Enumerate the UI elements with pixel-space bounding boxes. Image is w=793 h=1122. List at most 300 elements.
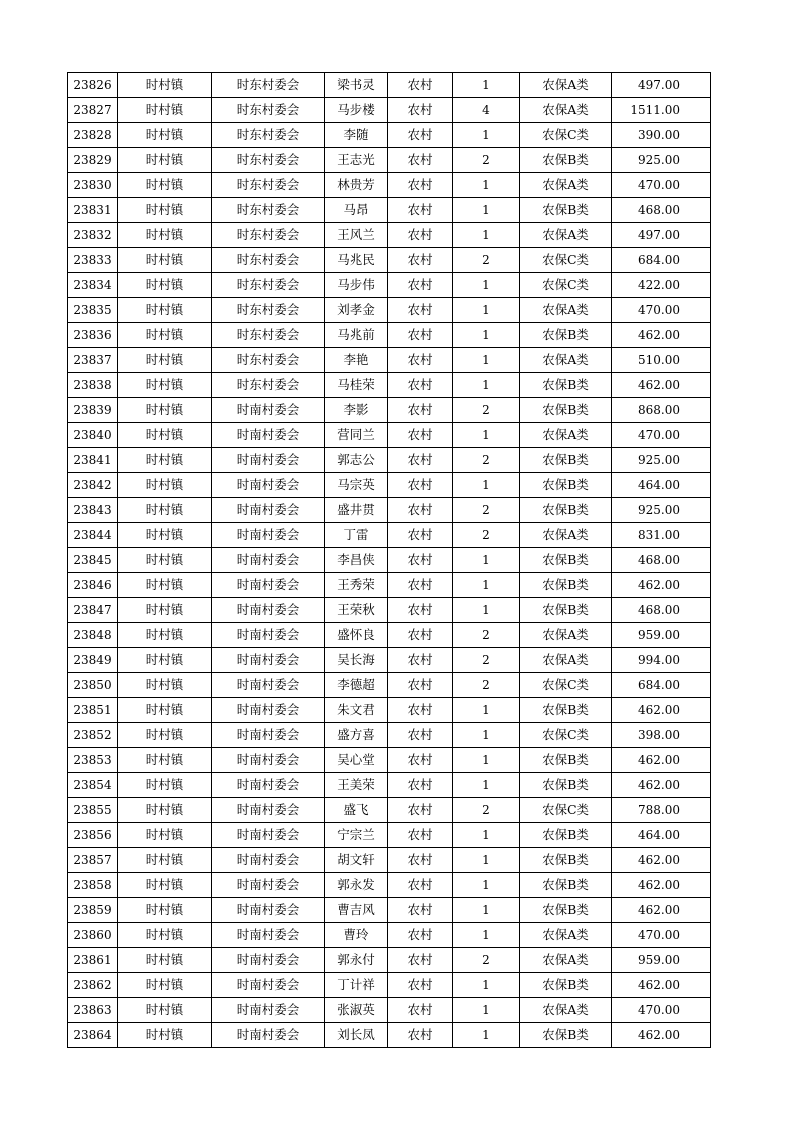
cell-amount: 470.00 <box>612 923 711 948</box>
cell-id: 23840 <box>68 423 118 448</box>
cell-town: 时村镇 <box>118 98 212 123</box>
records-table <box>67 72 711 1048</box>
cell-village: 时南村委会 <box>212 598 325 623</box>
cell-count: 1 <box>453 773 520 798</box>
cell-count: 1 <box>453 373 520 398</box>
cell-village: 时东村委会 <box>212 198 325 223</box>
cell-id: 23855 <box>68 798 118 823</box>
cell-area: 农村 <box>388 273 453 298</box>
cell-count: 1 <box>453 1023 520 1048</box>
cell-category: 农保A类 <box>520 998 612 1023</box>
table-row <box>68 698 711 723</box>
cell-area: 农村 <box>388 298 453 323</box>
cell-count: 1 <box>453 323 520 348</box>
cell-category: 农保B类 <box>520 398 612 423</box>
cell-category: 农保B类 <box>520 323 612 348</box>
cell-category: 农保A类 <box>520 348 612 373</box>
cell-village: 时东村委会 <box>212 173 325 198</box>
cell-village: 时南村委会 <box>212 423 325 448</box>
cell-id: 23835 <box>68 298 118 323</box>
cell-amount: 462.00 <box>612 1023 711 1048</box>
cell-village: 时南村委会 <box>212 923 325 948</box>
cell-village: 时南村委会 <box>212 773 325 798</box>
cell-area: 农村 <box>388 648 453 673</box>
cell-name: 林贵芳 <box>325 173 388 198</box>
cell-name: 吴长海 <box>325 648 388 673</box>
cell-category: 农保A类 <box>520 623 612 648</box>
cell-town: 时村镇 <box>118 348 212 373</box>
cell-category: 农保B类 <box>520 373 612 398</box>
cell-amount: 464.00 <box>612 823 711 848</box>
cell-id: 23862 <box>68 973 118 998</box>
cell-name: 胡文轩 <box>325 848 388 873</box>
cell-area: 农村 <box>388 698 453 723</box>
cell-amount: 925.00 <box>612 498 711 523</box>
cell-id: 23827 <box>68 98 118 123</box>
table-row <box>68 473 711 498</box>
cell-area: 农村 <box>388 548 453 573</box>
cell-town: 时村镇 <box>118 373 212 398</box>
cell-amount: 470.00 <box>612 298 711 323</box>
table-row <box>68 748 711 773</box>
cell-name: 王风兰 <box>325 223 388 248</box>
table-row <box>68 673 711 698</box>
cell-village: 时东村委会 <box>212 98 325 123</box>
cell-id: 23838 <box>68 373 118 398</box>
cell-area: 农村 <box>388 598 453 623</box>
cell-amount: 497.00 <box>612 73 711 98</box>
cell-name: 王美荣 <box>325 773 388 798</box>
cell-name: 李德超 <box>325 673 388 698</box>
cell-name: 刘长凤 <box>325 1023 388 1048</box>
cell-count: 1 <box>453 423 520 448</box>
cell-area: 农村 <box>388 973 453 998</box>
cell-name: 盛井贯 <box>325 498 388 523</box>
cell-village: 时南村委会 <box>212 948 325 973</box>
cell-name: 宁宗兰 <box>325 823 388 848</box>
cell-id: 23863 <box>68 998 118 1023</box>
cell-area: 农村 <box>388 998 453 1023</box>
cell-amount: 497.00 <box>612 223 711 248</box>
cell-category: 农保C类 <box>520 798 612 823</box>
cell-id: 23833 <box>68 248 118 273</box>
cell-town: 时村镇 <box>118 473 212 498</box>
table-row <box>68 98 711 123</box>
cell-amount: 462.00 <box>612 573 711 598</box>
cell-town: 时村镇 <box>118 898 212 923</box>
cell-category: 农保B类 <box>520 598 612 623</box>
cell-town: 时村镇 <box>118 648 212 673</box>
table-row <box>68 223 711 248</box>
cell-category: 农保B类 <box>520 573 612 598</box>
cell-category: 农保A类 <box>520 423 612 448</box>
cell-name: 朱文君 <box>325 698 388 723</box>
table-row <box>68 373 711 398</box>
cell-name: 丁雷 <box>325 523 388 548</box>
cell-count: 2 <box>453 798 520 823</box>
cell-area: 农村 <box>388 623 453 648</box>
cell-amount: 462.00 <box>612 748 711 773</box>
cell-id: 23849 <box>68 648 118 673</box>
cell-area: 农村 <box>388 248 453 273</box>
cell-count: 1 <box>453 548 520 573</box>
cell-id: 23846 <box>68 573 118 598</box>
cell-category: 农保A类 <box>520 73 612 98</box>
cell-town: 时村镇 <box>118 973 212 998</box>
cell-name: 曹玲 <box>325 923 388 948</box>
cell-id: 23834 <box>68 273 118 298</box>
cell-count: 2 <box>453 448 520 473</box>
cell-id: 23836 <box>68 323 118 348</box>
cell-count: 1 <box>453 973 520 998</box>
cell-count: 1 <box>453 223 520 248</box>
table-row <box>68 873 711 898</box>
cell-village: 时东村委会 <box>212 148 325 173</box>
table-row <box>68 598 711 623</box>
cell-name: 盛飞 <box>325 798 388 823</box>
cell-category: 农保B类 <box>520 773 612 798</box>
cell-count: 1 <box>453 348 520 373</box>
cell-town: 时村镇 <box>118 748 212 773</box>
table-row <box>68 648 711 673</box>
cell-area: 农村 <box>388 223 453 248</box>
cell-name: 王秀荣 <box>325 573 388 598</box>
table-row <box>68 323 711 348</box>
cell-category: 农保A类 <box>520 923 612 948</box>
cell-id: 23860 <box>68 923 118 948</box>
cell-area: 农村 <box>388 473 453 498</box>
table-row <box>68 723 711 748</box>
cell-name: 盛怀良 <box>325 623 388 648</box>
cell-town: 时村镇 <box>118 173 212 198</box>
cell-category: 农保A类 <box>520 223 612 248</box>
cell-category: 农保B类 <box>520 973 612 998</box>
table-body <box>68 73 711 1048</box>
cell-area: 农村 <box>388 398 453 423</box>
cell-village: 时南村委会 <box>212 723 325 748</box>
cell-amount: 470.00 <box>612 423 711 448</box>
cell-name: 曹吉风 <box>325 898 388 923</box>
cell-count: 1 <box>453 748 520 773</box>
cell-amount: 390.00 <box>612 123 711 148</box>
cell-id: 23857 <box>68 848 118 873</box>
cell-village: 时东村委会 <box>212 273 325 298</box>
cell-village: 时南村委会 <box>212 498 325 523</box>
cell-amount: 398.00 <box>612 723 711 748</box>
cell-category: 农保B类 <box>520 448 612 473</box>
cell-village: 时南村委会 <box>212 573 325 598</box>
table-row <box>68 973 711 998</box>
cell-name: 李随 <box>325 123 388 148</box>
cell-amount: 470.00 <box>612 173 711 198</box>
table-row <box>68 248 711 273</box>
cell-amount: 422.00 <box>612 273 711 298</box>
cell-amount: 831.00 <box>612 523 711 548</box>
table-row <box>68 998 711 1023</box>
cell-area: 农村 <box>388 848 453 873</box>
cell-village: 时南村委会 <box>212 1023 325 1048</box>
cell-name: 梁书灵 <box>325 73 388 98</box>
cell-amount: 684.00 <box>612 673 711 698</box>
cell-id: 23853 <box>68 748 118 773</box>
cell-area: 农村 <box>388 123 453 148</box>
cell-category: 农保B类 <box>520 148 612 173</box>
table-row <box>68 823 711 848</box>
cell-village: 时东村委会 <box>212 123 325 148</box>
cell-area: 农村 <box>388 73 453 98</box>
cell-name: 马昂 <box>325 198 388 223</box>
cell-amount: 959.00 <box>612 948 711 973</box>
cell-amount: 468.00 <box>612 598 711 623</box>
table-row <box>68 498 711 523</box>
cell-category: 农保B类 <box>520 848 612 873</box>
cell-village: 时东村委会 <box>212 373 325 398</box>
cell-town: 时村镇 <box>118 773 212 798</box>
cell-village: 时东村委会 <box>212 223 325 248</box>
cell-village: 时南村委会 <box>212 398 325 423</box>
cell-village: 时南村委会 <box>212 448 325 473</box>
cell-count: 1 <box>453 598 520 623</box>
cell-category: 农保C类 <box>520 673 612 698</box>
cell-count: 2 <box>453 148 520 173</box>
cell-id: 23858 <box>68 873 118 898</box>
cell-id: 23850 <box>68 673 118 698</box>
cell-town: 时村镇 <box>118 223 212 248</box>
cell-area: 农村 <box>388 198 453 223</box>
cell-town: 时村镇 <box>118 123 212 148</box>
cell-count: 1 <box>453 998 520 1023</box>
cell-count: 1 <box>453 923 520 948</box>
cell-amount: 462.00 <box>612 873 711 898</box>
cell-category: 农保A类 <box>520 523 612 548</box>
cell-count: 2 <box>453 523 520 548</box>
cell-village: 时东村委会 <box>212 348 325 373</box>
cell-village: 时东村委会 <box>212 323 325 348</box>
cell-area: 农村 <box>388 323 453 348</box>
cell-amount: 684.00 <box>612 248 711 273</box>
cell-name: 盛方喜 <box>325 723 388 748</box>
cell-count: 1 <box>453 823 520 848</box>
table-row <box>68 273 711 298</box>
cell-count: 2 <box>453 623 520 648</box>
cell-area: 农村 <box>388 923 453 948</box>
cell-amount: 462.00 <box>612 698 711 723</box>
cell-area: 农村 <box>388 423 453 448</box>
cell-town: 时村镇 <box>118 723 212 748</box>
cell-area: 农村 <box>388 798 453 823</box>
cell-name: 张淑英 <box>325 998 388 1023</box>
cell-area: 农村 <box>388 948 453 973</box>
table-row <box>68 798 711 823</box>
cell-town: 时村镇 <box>118 998 212 1023</box>
cell-name: 李昌侠 <box>325 548 388 573</box>
table-row <box>68 148 711 173</box>
cell-town: 时村镇 <box>118 673 212 698</box>
cell-area: 农村 <box>388 673 453 698</box>
table-row <box>68 198 711 223</box>
cell-name: 郭永发 <box>325 873 388 898</box>
cell-name: 郭志公 <box>325 448 388 473</box>
cell-area: 农村 <box>388 898 453 923</box>
cell-area: 农村 <box>388 98 453 123</box>
cell-town: 时村镇 <box>118 398 212 423</box>
cell-town: 时村镇 <box>118 598 212 623</box>
cell-name: 马步伟 <box>325 273 388 298</box>
cell-count: 1 <box>453 173 520 198</box>
cell-id: 23837 <box>68 348 118 373</box>
cell-area: 农村 <box>388 498 453 523</box>
cell-count: 1 <box>453 898 520 923</box>
cell-category: 农保C类 <box>520 723 612 748</box>
cell-category: 农保A类 <box>520 298 612 323</box>
cell-area: 农村 <box>388 148 453 173</box>
cell-id: 23832 <box>68 223 118 248</box>
cell-village: 时南村委会 <box>212 648 325 673</box>
table-row <box>68 898 711 923</box>
cell-count: 1 <box>453 873 520 898</box>
cell-name: 刘孝金 <box>325 298 388 323</box>
cell-town: 时村镇 <box>118 848 212 873</box>
cell-name: 马兆民 <box>325 248 388 273</box>
cell-town: 时村镇 <box>118 148 212 173</box>
cell-name: 郭永付 <box>325 948 388 973</box>
cell-amount: 1511.00 <box>612 98 711 123</box>
cell-town: 时村镇 <box>118 698 212 723</box>
cell-category: 农保B类 <box>520 198 612 223</box>
table-row <box>68 523 711 548</box>
cell-category: 农保B类 <box>520 1023 612 1048</box>
cell-category: 农保B类 <box>520 898 612 923</box>
cell-category: 农保A类 <box>520 948 612 973</box>
cell-amount: 925.00 <box>612 448 711 473</box>
cell-category: 农保B类 <box>520 473 612 498</box>
cell-town: 时村镇 <box>118 623 212 648</box>
cell-area: 农村 <box>388 173 453 198</box>
cell-area: 农村 <box>388 373 453 398</box>
cell-town: 时村镇 <box>118 873 212 898</box>
cell-village: 时南村委会 <box>212 798 325 823</box>
cell-name: 王荣秋 <box>325 598 388 623</box>
cell-amount: 462.00 <box>612 373 711 398</box>
cell-town: 时村镇 <box>118 798 212 823</box>
cell-amount: 994.00 <box>612 648 711 673</box>
cell-amount: 925.00 <box>612 148 711 173</box>
cell-name: 马宗英 <box>325 473 388 498</box>
cell-amount: 510.00 <box>612 348 711 373</box>
cell-village: 时南村委会 <box>212 823 325 848</box>
cell-count: 1 <box>453 123 520 148</box>
cell-id: 23852 <box>68 723 118 748</box>
cell-id: 23864 <box>68 1023 118 1048</box>
cell-id: 23848 <box>68 623 118 648</box>
cell-name: 马步楼 <box>325 98 388 123</box>
cell-amount: 464.00 <box>612 473 711 498</box>
table-row <box>68 398 711 423</box>
cell-area: 农村 <box>388 773 453 798</box>
cell-id: 23844 <box>68 523 118 548</box>
cell-count: 4 <box>453 98 520 123</box>
cell-count: 2 <box>453 398 520 423</box>
cell-count: 1 <box>453 573 520 598</box>
data-sheet <box>67 72 710 1048</box>
cell-amount: 468.00 <box>612 548 711 573</box>
cell-village: 时东村委会 <box>212 73 325 98</box>
cell-amount: 462.00 <box>612 973 711 998</box>
cell-category: 农保C类 <box>520 123 612 148</box>
cell-name: 李影 <box>325 398 388 423</box>
cell-name: 马桂荣 <box>325 373 388 398</box>
table-row <box>68 123 711 148</box>
cell-village: 时南村委会 <box>212 623 325 648</box>
cell-town: 时村镇 <box>118 573 212 598</box>
table-row <box>68 773 711 798</box>
cell-id: 23842 <box>68 473 118 498</box>
table-row <box>68 623 711 648</box>
cell-count: 1 <box>453 473 520 498</box>
cell-category: 农保B类 <box>520 748 612 773</box>
cell-count: 2 <box>453 673 520 698</box>
cell-name: 李艳 <box>325 348 388 373</box>
cell-count: 2 <box>453 948 520 973</box>
cell-id: 23829 <box>68 148 118 173</box>
cell-id: 23859 <box>68 898 118 923</box>
cell-area: 农村 <box>388 873 453 898</box>
cell-town: 时村镇 <box>118 73 212 98</box>
cell-name: 王志光 <box>325 148 388 173</box>
cell-town: 时村镇 <box>118 548 212 573</box>
cell-amount: 470.00 <box>612 998 711 1023</box>
cell-town: 时村镇 <box>118 498 212 523</box>
cell-amount: 468.00 <box>612 198 711 223</box>
table-row <box>68 923 711 948</box>
table-row <box>68 423 711 448</box>
table-row <box>68 73 711 98</box>
cell-village: 时南村委会 <box>212 523 325 548</box>
cell-count: 1 <box>453 273 520 298</box>
cell-amount: 462.00 <box>612 773 711 798</box>
cell-id: 23845 <box>68 548 118 573</box>
cell-town: 时村镇 <box>118 323 212 348</box>
table-row <box>68 448 711 473</box>
cell-count: 1 <box>453 198 520 223</box>
cell-category: 农保B类 <box>520 498 612 523</box>
cell-village: 时南村委会 <box>212 748 325 773</box>
cell-amount: 462.00 <box>612 323 711 348</box>
cell-village: 时东村委会 <box>212 298 325 323</box>
table-row <box>68 173 711 198</box>
cell-village: 时东村委会 <box>212 248 325 273</box>
cell-id: 23856 <box>68 823 118 848</box>
table-row <box>68 548 711 573</box>
cell-town: 时村镇 <box>118 248 212 273</box>
cell-area: 农村 <box>388 348 453 373</box>
cell-village: 时南村委会 <box>212 673 325 698</box>
cell-area: 农村 <box>388 723 453 748</box>
cell-town: 时村镇 <box>118 448 212 473</box>
cell-id: 23854 <box>68 773 118 798</box>
cell-area: 农村 <box>388 573 453 598</box>
cell-category: 农保B类 <box>520 823 612 848</box>
cell-category: 农保B类 <box>520 698 612 723</box>
cell-id: 23831 <box>68 198 118 223</box>
cell-count: 1 <box>453 298 520 323</box>
table-row <box>68 1023 711 1048</box>
cell-category: 农保B类 <box>520 873 612 898</box>
table-row <box>68 348 711 373</box>
cell-id: 23843 <box>68 498 118 523</box>
cell-village: 时南村委会 <box>212 873 325 898</box>
table-row <box>68 573 711 598</box>
